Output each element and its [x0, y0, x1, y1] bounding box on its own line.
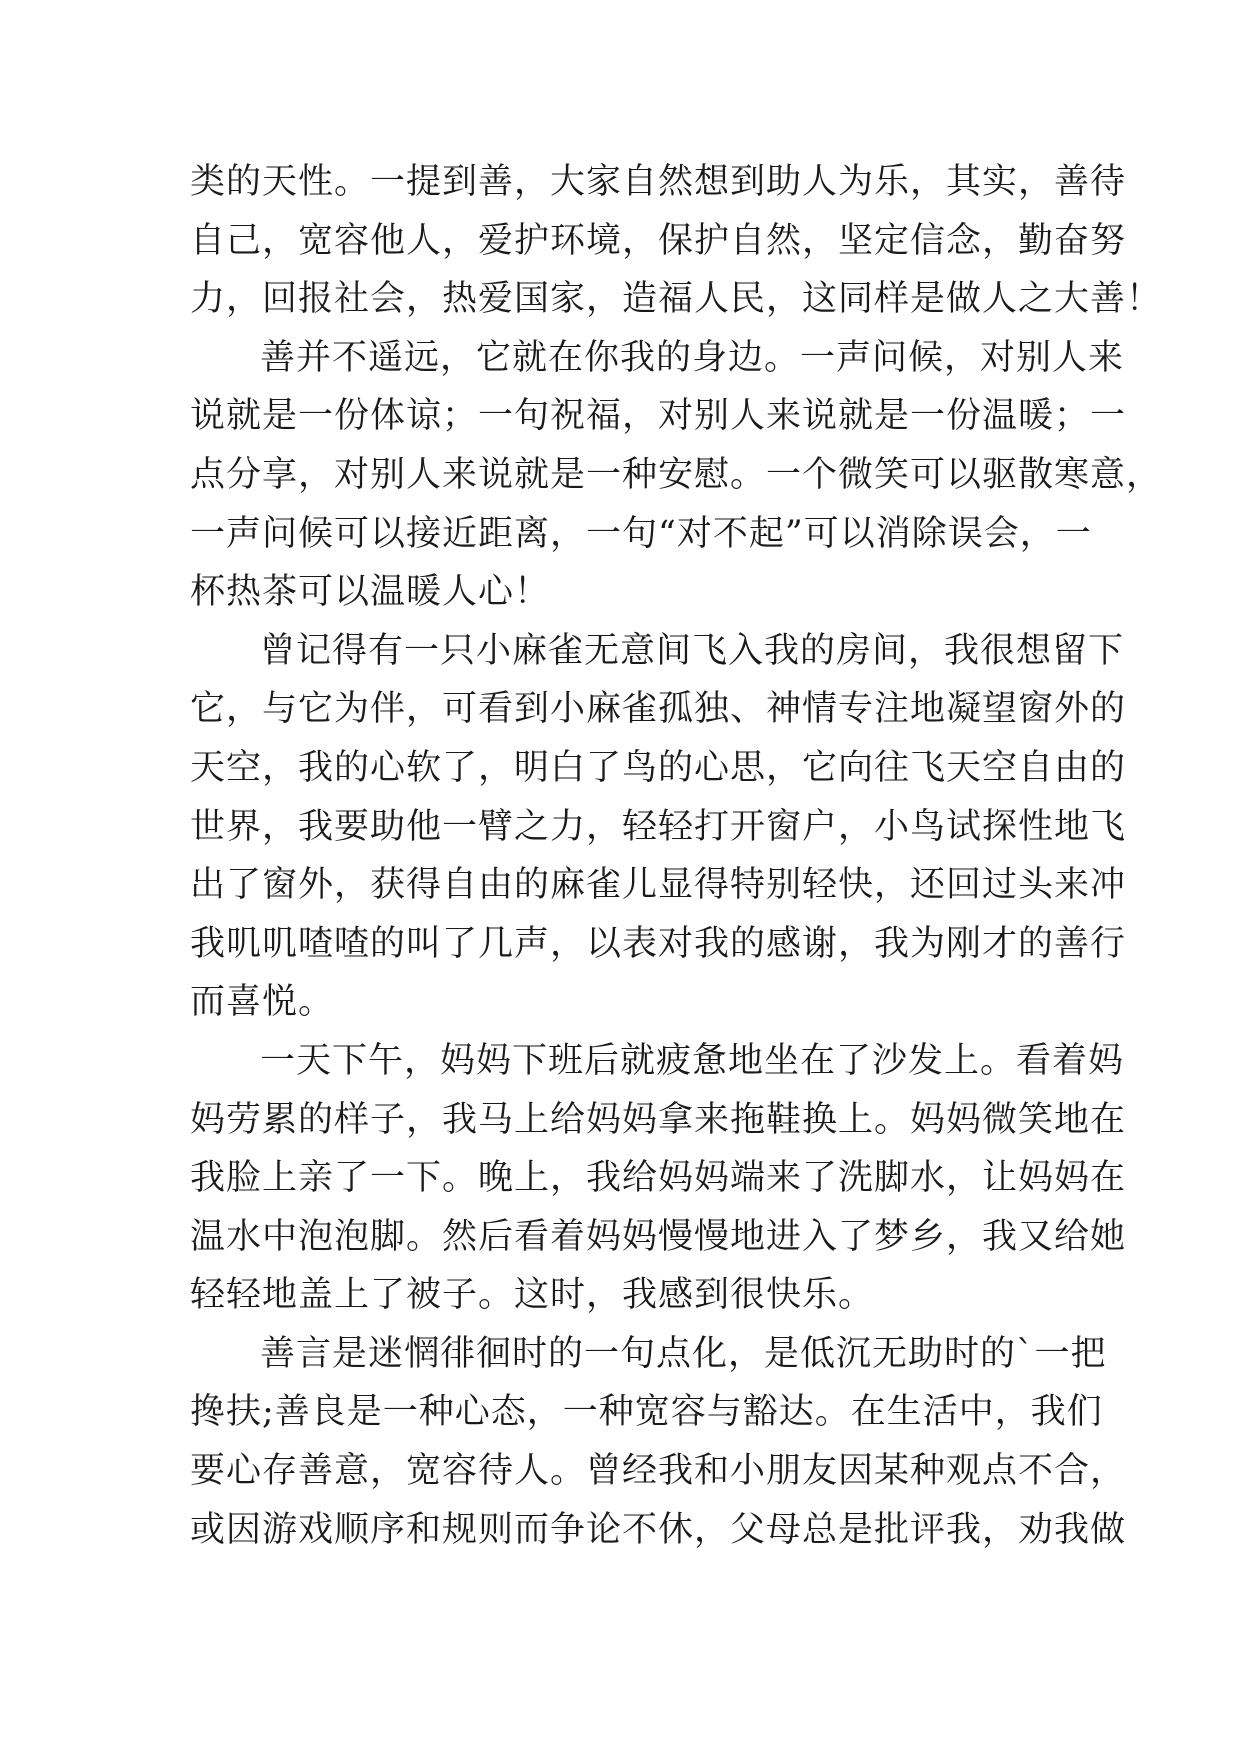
text-line: 轻轻地盖上了被子。这时，我感到很快乐。: [190, 1275, 875, 1316]
text-line: 妈劳累的样子，我马上给妈妈拿来拖鞋换上。妈妈微笑地在: [190, 1099, 1127, 1140]
text-line: 我叽叽喳喳的叫了几声，以表对我的感谢，我为刚才的善行: [190, 923, 1127, 964]
text-line: 杯热茶可以温暖人心！: [190, 572, 551, 613]
text-line: 世界，我要助他一臂之力，轻轻打开窗户，小鸟试探性地飞: [190, 806, 1127, 847]
text-line: 一声问候可以接近距离，一句“对不起”可以消除误会，一: [190, 513, 1092, 554]
text-line: 类的天性。一提到善，大家自然想到助人为乐，其实，善待: [190, 162, 1127, 202]
text-line: 点分享，对别人来说就是一种安慰。一个微笑可以驱散寒意，: [190, 454, 1163, 495]
text-line: 自己，宽容他人，爱护环境，保护自然，坚定信念，勤奋努: [190, 220, 1127, 261]
paragraph-first-line: 善言是迷惘徘徊时的一句点化，是低沉无助时的`一把: [260, 1333, 1107, 1374]
text-line: 力，回报社会，热爱国家，造福人民，这同样是做人之大善！: [190, 279, 1163, 320]
text-line: 它，与它为伴，可看到小麻雀孤独、神情专注地凝望窗外的: [190, 689, 1127, 730]
text-line: 温水中泡泡脚。然后看着妈妈慢慢地进入了梦乡，我又给她: [190, 1216, 1127, 1257]
paragraph-first-line: 一天下午，妈妈下班后就疲惫地坐在了沙发上。看着妈: [260, 1040, 1125, 1081]
text-line: 天空，我的心软了，明白了鸟的心思，它向往飞天空自由的: [190, 747, 1127, 788]
text-line: 说就是一份体谅；一句祝福，对别人来说就是一份温暖；一: [190, 396, 1127, 437]
document-body: [190, 153, 1163, 1559]
paragraph-first-line: 曾记得有一只小麻雀无意间飞入我的房间，我很想留下: [260, 630, 1125, 671]
text-line: 搀扶;善良是一种心态，一种宽容与豁达。在生活中，我们: [190, 1392, 1103, 1433]
text-line: 出了窗外，获得自由的麻雀儿显得特别轻快，还回过头来冲: [190, 865, 1127, 906]
text-line: 或因游戏顺序和规则而争论不休，父母总是批评我，劝我做: [190, 1509, 1127, 1550]
text-line: 要心存善意，宽容待人。曾经我和小朋友因某种观点不合，: [190, 1451, 1127, 1492]
paragraph-first-line: 善并不遥远，它就在你我的身边。一声问候，对别人来: [260, 337, 1125, 378]
text-line: 我脸上亲了一下。晚上，我给妈妈端来了洗脚水，让妈妈在: [190, 1158, 1127, 1199]
text-line: 而喜悦。: [190, 982, 335, 1023]
